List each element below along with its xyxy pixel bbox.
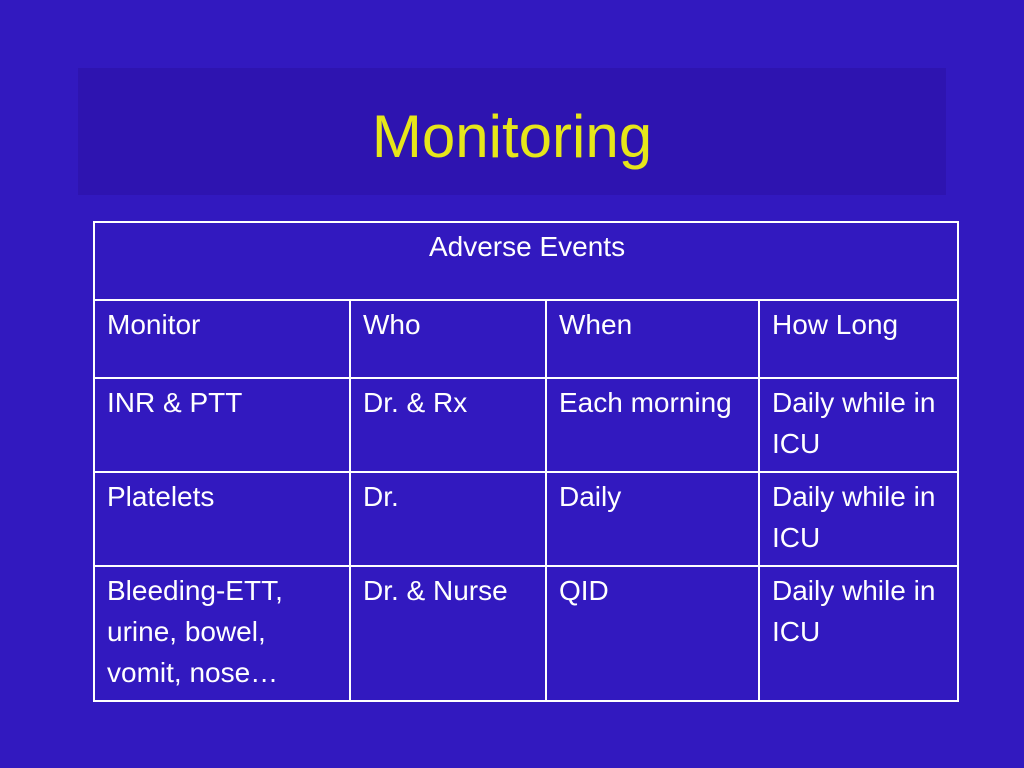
column-header-when: When: [546, 300, 759, 378]
title-band: [78, 68, 946, 195]
cell-who: Dr.: [350, 472, 546, 566]
column-header-who: Who: [350, 300, 546, 378]
table-header-row: [94, 300, 958, 378]
slide-title: Monitoring: [371, 102, 653, 170]
table-caption-row: [94, 222, 958, 300]
cell-monitor: INR & PTT: [94, 378, 350, 472]
cell-when: Each morning: [546, 378, 759, 472]
cell-how-long: Daily while in ICU: [759, 378, 958, 472]
cell-when: QID: [546, 566, 759, 701]
table-row: [94, 566, 958, 701]
cell-monitor: Platelets: [94, 472, 350, 566]
cell-who: Dr. & Nurse: [350, 566, 546, 701]
adverse-events-table: [93, 221, 959, 702]
cell-how-long: Daily while in ICU: [759, 566, 958, 701]
table-row: [94, 472, 958, 566]
table-caption: Adverse Events: [94, 222, 958, 300]
cell-who: Dr. & Rx: [350, 378, 546, 472]
column-header-monitor: Monitor: [94, 300, 350, 378]
cell-when: Daily: [546, 472, 759, 566]
column-header-how-long: How Long: [759, 300, 958, 378]
cell-monitor: Bleeding-ETT, urine, bowel, vomit, nose…: [94, 566, 350, 701]
table-row: [94, 378, 958, 472]
cell-how-long: Daily while in ICU: [759, 472, 958, 566]
